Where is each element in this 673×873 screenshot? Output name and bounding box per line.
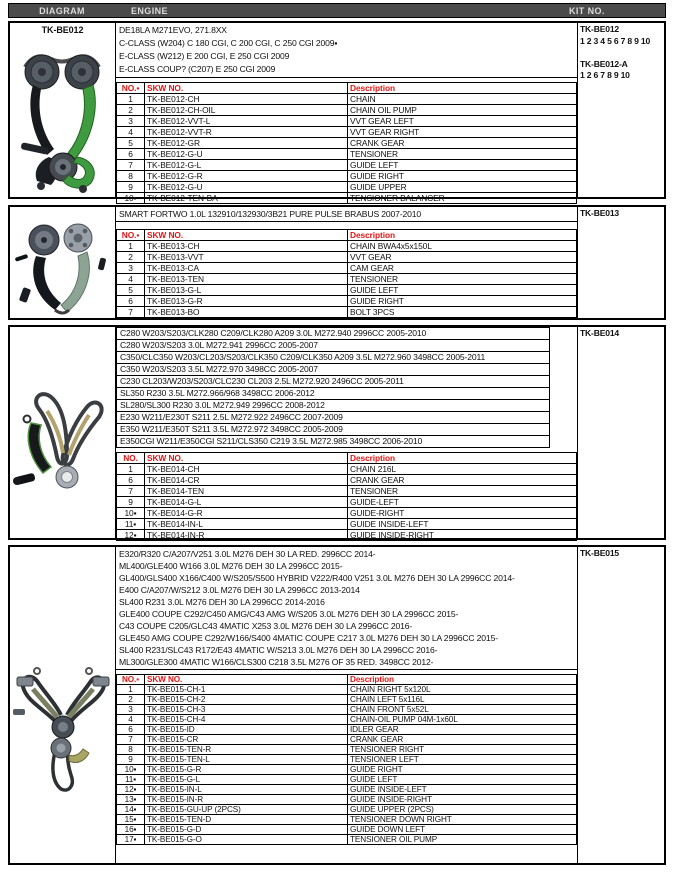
- parts-table-row: [117, 795, 577, 805]
- engine-line: C-CLASS (W204) C 180 CGI, C 200 CGI, C 250 CGI 2009▪: [119, 38, 338, 48]
- kit-number-line: 1 2 3 4 5 6 7 8 9 10: [580, 35, 651, 46]
- part-desc-cell: TENSIONER: [348, 486, 577, 497]
- part-sku-cell: TK-BE013-G-R: [145, 296, 348, 307]
- parts-table-row: [117, 252, 577, 263]
- parts-table-row: [117, 193, 577, 204]
- catalog-section-tk-be014: [8, 325, 666, 540]
- parts-table-row: [117, 285, 577, 296]
- part-no-cell: 10▪: [117, 765, 145, 775]
- part-no-cell: 13▪: [117, 795, 145, 805]
- parts-header-skw-no: SKW NO.: [145, 230, 348, 241]
- part-sku-cell: TK-BE013-BO: [145, 307, 348, 318]
- engine-lines: [116, 547, 577, 670]
- part-sku-cell: TK-BE015-CR: [145, 735, 348, 745]
- engine-line: DE18LA M271EVO, 271.8XX: [119, 25, 227, 35]
- parts-table-body: [117, 241, 577, 318]
- catalog-sheet: [0, 3, 673, 873]
- parts-table-row: [117, 241, 577, 252]
- part-no-cell: 4: [117, 715, 145, 725]
- engine-line: E-CLASS COUP? (C207) E 250 CGI 2009: [119, 64, 276, 74]
- engine-line: GLE450 AMG COUPE C292/W166/S400 4MATIC COUPE C217 3.0L M276 DEH 30 LA 2996CC 2015-: [119, 633, 498, 643]
- part-no-cell: 11▪: [117, 519, 145, 530]
- part-no-cell: 6: [117, 475, 145, 486]
- parts-table-body: [117, 464, 577, 541]
- part-sku-cell: TK-BE015-G-O: [145, 835, 348, 845]
- part-sku-cell: TK-BE014-TEN: [145, 486, 348, 497]
- engine-line: SL400 R231/SLC43 R172/E43 4MATIC W/S213 3.0L M276 DEH 30 LA 2996CC 2016-: [119, 645, 438, 655]
- part-sku-cell: TK-BE015-IN-L: [145, 785, 348, 795]
- part-desc-cell: CHAIN-OIL PUMP 04M-1x60L: [348, 715, 577, 725]
- part-no-cell: 12▪: [117, 785, 145, 795]
- engine-cell: [116, 547, 577, 863]
- engine-line: SMART FORTWO 1.0L 132910/132930/3B21 PURE PULSE BRABUS 2007-2010: [119, 209, 422, 219]
- part-sku-cell: TK-BE014-G-R: [145, 508, 348, 519]
- parts-table-body: [117, 685, 577, 845]
- parts-table-row: [117, 497, 577, 508]
- engine-line: GL400/GLS400 X166/C400 W/S205/S500 HYBRID V222/R400 V251 3.0L M276 DEH 30 LA 2996CC 2014-: [119, 573, 515, 583]
- part-no-cell: 8: [117, 171, 145, 182]
- parts-table-row: [117, 475, 577, 486]
- part-no-cell: 3: [117, 263, 145, 274]
- part-sku-cell: TK-BE012-TEN-BA: [145, 193, 348, 204]
- catalog-section-tk-be013: [8, 205, 666, 320]
- parts-table-row: [117, 805, 577, 815]
- part-desc-cell: CHAIN BWA4x5x150L: [348, 241, 577, 252]
- parts-table-row: [117, 825, 577, 835]
- part-sku-cell: TK-BE012-G-R: [145, 171, 348, 182]
- part-desc-cell: GUIDE UPPER (2PCS): [348, 805, 577, 815]
- part-sku-cell: TK-BE015-TEN-D: [145, 815, 348, 825]
- kit-cell: [577, 207, 664, 318]
- part-no-cell: 7: [117, 735, 145, 745]
- part-sku-cell: TK-BE015-IN-R: [145, 795, 348, 805]
- col-header-diagram: DIAGRAM: [39, 5, 85, 16]
- part-no-cell: 9: [117, 755, 145, 765]
- part-desc-cell: CHAIN 216L: [348, 464, 577, 475]
- part-desc-cell: TENSIONER DOWN RIGHT: [348, 815, 577, 825]
- part-desc-cell: BOLT 3PCS: [348, 307, 577, 318]
- part-desc-cell: CRANK GEAR: [348, 475, 577, 486]
- part-sku-cell: TK-BE015-TEN-L: [145, 755, 348, 765]
- part-no-cell: 10▪: [117, 193, 145, 204]
- parts-header-no: NO.▪: [117, 675, 145, 685]
- part-desc-cell: GUIDE LEFT: [348, 775, 577, 785]
- parts-table-row: [117, 835, 577, 845]
- parts-table: [116, 674, 577, 845]
- part-desc-cell: TENSIONER: [348, 149, 577, 160]
- part-sku-cell: TK-BE012-CH-OIL: [145, 105, 348, 116]
- part-desc-cell: CHAIN LEFT 5x116L: [348, 695, 577, 705]
- parts-table-head: [117, 453, 577, 464]
- parts-table-row: [117, 695, 577, 705]
- kit-cell: [577, 23, 664, 197]
- part-desc-cell: TENSIONER OIL PUMP: [348, 835, 577, 845]
- part-sku-cell: TK-BE015-G-L: [145, 775, 348, 785]
- parts-table-head: [117, 230, 577, 241]
- parts-table-row: [117, 519, 577, 530]
- kit-cell: [577, 547, 664, 863]
- parts-header-description: Description: [348, 230, 577, 241]
- part-no-cell: 6: [117, 296, 145, 307]
- part-no-cell: 1: [117, 685, 145, 695]
- parts-table-row: [117, 263, 577, 274]
- timing-chain-kit-photo: [11, 371, 115, 521]
- part-sku-cell: TK-BE012-G-U: [145, 149, 348, 160]
- engine-line: C280 W203/S203/CLK280 C209/CLK280 A209 3.0L M272.940 2996CC 2005-2010: [116, 327, 550, 340]
- parts-table-row: [117, 725, 577, 735]
- kit-number-line: 1 2 6 7 8 9 10: [580, 70, 630, 80]
- parts-header-description: Description: [348, 83, 577, 94]
- parts-table-row: [117, 105, 577, 116]
- part-sku-cell: TK-BE014-G-L: [145, 497, 348, 508]
- part-desc-cell: TENSIONER RIGHT: [348, 745, 577, 755]
- parts-table-row: [117, 745, 577, 755]
- timing-chain-kit-photo: [11, 39, 115, 197]
- part-no-cell: 1: [117, 464, 145, 475]
- part-desc-cell: VVT GEAR RIGHT: [348, 127, 577, 138]
- part-no-cell: 2: [117, 105, 145, 116]
- parts-table-row: [117, 775, 577, 785]
- part-sku-cell: TK-BE014-CR: [145, 475, 348, 486]
- part-desc-cell: GUIDE LEFT: [348, 160, 577, 171]
- part-desc-cell: CHAIN RIGHT 5x120L: [348, 685, 577, 695]
- part-desc-cell: CRANK GEAR: [348, 735, 577, 745]
- parts-header-skw-no: SKW NO.: [145, 83, 348, 94]
- col-header-kit-no: KIT NO.: [569, 5, 605, 16]
- parts-table-row: [117, 138, 577, 149]
- diagram-cell: [10, 327, 116, 538]
- engine-line: C43 COUPE C205/GLC43 4MATIC X253 3.0L M276 DEH 30 LA 2996CC 2016-: [119, 621, 413, 631]
- part-no-cell: 1: [117, 241, 145, 252]
- engine-cell: [116, 207, 577, 318]
- engine-line: C280 W203/S203 3.0L M272.941 2996CC 2005-2007: [116, 339, 550, 352]
- parts-table-row: [117, 715, 577, 725]
- parts-table-row: [117, 182, 577, 193]
- parts-table-row: [117, 296, 577, 307]
- part-sku-cell: TK-BE014-IN-R: [145, 530, 348, 541]
- part-desc-cell: TENSIONER BALANCER: [348, 193, 577, 204]
- part-sku-cell: TK-BE012-CH: [145, 94, 348, 105]
- part-desc-cell: VVT GEAR: [348, 252, 577, 263]
- engine-line: ML400/GLE400 W166 3.0L M276 DEH 30 LA 2996CC 2015-: [119, 561, 343, 571]
- part-desc-cell: VVT GEAR LEFT: [348, 116, 577, 127]
- parts-header-description: Description: [348, 675, 577, 685]
- parts-table-row: [117, 149, 577, 160]
- engine-line: SL350 R230 3.5L M272.966/968 3498CC 2006-2012: [116, 387, 550, 400]
- part-sku-cell: TK-BE013-TEN: [145, 274, 348, 285]
- diagram-cell: [10, 207, 116, 318]
- kit-number-line: TK-BE012: [580, 24, 619, 34]
- parts-table-row: [117, 464, 577, 475]
- part-desc-cell: IDLER GEAR: [348, 725, 577, 735]
- part-no-cell: 16▪: [117, 825, 145, 835]
- parts-table-row: [117, 785, 577, 795]
- diagram-cell: [10, 23, 116, 197]
- part-no-cell: 3: [117, 116, 145, 127]
- part-no-cell: 6: [117, 149, 145, 160]
- parts-table: [116, 452, 577, 541]
- kit-number-line: TK-BE015: [580, 548, 619, 558]
- part-sku-cell: TK-BE015-CH-4: [145, 715, 348, 725]
- part-no-cell: 9: [117, 497, 145, 508]
- part-no-cell: 10▪: [117, 508, 145, 519]
- parts-table-row: [117, 685, 577, 695]
- engine-line: GLE400 COUPE C292/C450 AMG/C43 AMG W/S205 3.0L M276 DEH 30 LA 2996CC 2015-: [119, 609, 459, 619]
- parts-table-row: [117, 160, 577, 171]
- parts-table-row: [117, 755, 577, 765]
- part-sku-cell: TK-BE014-IN-L: [145, 519, 348, 530]
- engine-line: E400 C/A207/W/S212 3.0L M276 DEH 30 LA 2996CC 2013-2014: [119, 585, 360, 595]
- part-no-cell: 11▪: [117, 775, 145, 785]
- part-desc-cell: GUIDE-LEFT: [348, 497, 577, 508]
- part-no-cell: 7: [117, 307, 145, 318]
- part-no-cell: 4: [117, 127, 145, 138]
- part-desc-cell: GUIDE INSIDE-RIGHT: [348, 530, 577, 541]
- parts-table-row: [117, 530, 577, 541]
- part-sku-cell: TK-BE015-ID: [145, 725, 348, 735]
- part-no-cell: 6: [117, 725, 145, 735]
- engine-line: E-CLASS (W212) E 200 CGI, E 250 CGI 2009: [119, 51, 290, 61]
- part-no-cell: 15▪: [117, 815, 145, 825]
- part-no-cell: 12▪: [117, 530, 145, 541]
- engine-line: E230 W211/E230T S211 2.5L M272.922 2496CC 2007-2009: [116, 411, 550, 424]
- parts-table-row: [117, 127, 577, 138]
- parts-table-row: [117, 116, 577, 127]
- part-no-cell: 14▪: [117, 805, 145, 815]
- parts-table: [116, 229, 577, 318]
- engine-line: E320/R320 C/A207/V251 3.0L M276 DEH 30 LA RED. 2996CC 2014-: [119, 549, 376, 559]
- engine-line: C350 W203/S203 3.5L M272.970 3498CC 2005-2007: [116, 363, 550, 376]
- parts-table-head: [117, 83, 577, 94]
- part-desc-cell: CHAIN FRONT 5x52L: [348, 705, 577, 715]
- part-desc-cell: GUIDE DOWN LEFT: [348, 825, 577, 835]
- part-no-cell: 9: [117, 182, 145, 193]
- part-no-cell: 8: [117, 745, 145, 755]
- part-sku-cell: TK-BE014-CH: [145, 464, 348, 475]
- parts-header-no: NO.▪: [117, 83, 145, 94]
- part-no-cell: 7: [117, 486, 145, 497]
- part-desc-cell: GUIDE-RIGHT: [348, 508, 577, 519]
- part-desc-cell: GUIDE INSIDE-RIGHT: [348, 795, 577, 805]
- part-sku-cell: TK-BE013-CA: [145, 263, 348, 274]
- part-desc-cell: GUIDE LEFT: [348, 285, 577, 296]
- part-no-cell: 2: [117, 695, 145, 705]
- spacer: [116, 222, 577, 229]
- parts-header-no: NO.: [117, 453, 145, 464]
- parts-table-row: [117, 486, 577, 497]
- part-sku-cell: TK-BE015-G-D: [145, 825, 348, 835]
- kit-number-line: TK-BE013: [580, 208, 619, 218]
- part-no-cell: 2: [117, 252, 145, 263]
- engine-cell: [116, 327, 577, 538]
- part-desc-cell: TENSIONER LEFT: [348, 755, 577, 765]
- part-sku-cell: TK-BE012-GR: [145, 138, 348, 149]
- parts-header-skw-no: SKW NO.: [145, 453, 348, 464]
- parts-table-row: [117, 735, 577, 745]
- part-no-cell: 5: [117, 285, 145, 296]
- engine-lines: [116, 327, 577, 448]
- diagram-cell: [10, 547, 116, 863]
- part-sku-cell: TK-BE015-G-R: [145, 765, 348, 775]
- part-desc-cell: GUIDE RIGHT: [348, 171, 577, 182]
- parts-table-row: [117, 765, 577, 775]
- engine-lines: [116, 207, 577, 222]
- part-sku-cell: TK-BE013-VVT: [145, 252, 348, 263]
- part-desc-cell: CAM GEAR: [348, 263, 577, 274]
- part-desc-cell: GUIDE UPPER: [348, 182, 577, 193]
- part-sku-cell: TK-BE013-CH: [145, 241, 348, 252]
- engine-lines: [116, 23, 577, 78]
- engine-line: ML300/GLE300 4MATIC W166/CLS300 C218 3.5L M276 OF 35 RED. 3498CC 2012-: [119, 657, 434, 667]
- part-desc-cell: CHAIN OIL PUMP: [348, 105, 577, 116]
- kit-number-line: TK-BE012-A: [580, 58, 628, 69]
- kit-cell: [577, 327, 664, 538]
- column-header-bar: [8, 3, 666, 18]
- kit-number-line: [580, 47, 662, 59]
- catalog-section-tk-be015: [8, 545, 666, 865]
- part-sku-cell: TK-BE012-VVT-R: [145, 127, 348, 138]
- parts-table-row: [117, 274, 577, 285]
- part-sku-cell: TK-BE015-GU-UP (2PCS): [145, 805, 348, 815]
- engine-line: SL400 R231 3.0L M276 DEH 30 LA 2996CC 2014-2016: [119, 597, 325, 607]
- engine-cell: [116, 23, 577, 203]
- catalog-section-tk-be012: [8, 21, 666, 203]
- col-header-engine: ENGINE: [131, 5, 168, 16]
- part-desc-cell: CHAIN: [348, 94, 577, 105]
- part-no-cell: 7: [117, 160, 145, 171]
- timing-chain-kit-photo: [11, 218, 115, 318]
- parts-table-row: [117, 508, 577, 519]
- part-no-cell: 4: [117, 274, 145, 285]
- engine-line: C230 CL203/W203/S203/CLC230 CL203 2.5L M272.920 2496CC 2005-2011: [116, 375, 550, 388]
- part-sku-cell: TK-BE015-CH-1: [145, 685, 348, 695]
- part-no-cell: 17▪: [117, 835, 145, 845]
- part-sku-cell: TK-BE012-VVT-L: [145, 116, 348, 127]
- part-desc-cell: GUIDE INSIDE-LEFT: [348, 519, 577, 530]
- parts-table: [116, 82, 577, 204]
- parts-header-description: Description: [348, 453, 577, 464]
- part-sku-cell: TK-BE013-G-L: [145, 285, 348, 296]
- parts-header-no: NO.▪: [117, 230, 145, 241]
- engine-line: SL280/SL300 R230 3.0L M272.949 2996CC 2008-2012: [116, 399, 550, 412]
- engine-line: E350CGI W211/E350CGI S211/CLS350 C219 3.5L M272.985 3498CC 2006-2010: [116, 435, 550, 448]
- part-desc-cell: GUIDE INSIDE-LEFT: [348, 785, 577, 795]
- part-desc-cell: CRANK GEAR: [348, 138, 577, 149]
- parts-table-row: [117, 171, 577, 182]
- parts-table-head: [117, 675, 577, 685]
- engine-line: E350 W211/E350T S211 3.5L M272.972 3498CC 2005-2009: [116, 423, 550, 436]
- part-no-cell: 1: [117, 94, 145, 105]
- kit-number-line: TK-BE014: [580, 328, 619, 338]
- part-desc-cell: TENSIONER: [348, 274, 577, 285]
- part-desc-cell: GUIDE RIGHT: [348, 765, 577, 775]
- parts-table-row: [117, 94, 577, 105]
- part-sku-cell: TK-BE012-G-U: [145, 182, 348, 193]
- parts-table-body: [117, 94, 577, 204]
- engine-line: C350/CLC350 W203/CL203/S203/CLK350 C209/CLK350 A209 3.5L M272.960 3498CC 2005-2011: [116, 351, 550, 364]
- parts-table-row: [117, 815, 577, 825]
- diagram-label: TK-BE012: [41, 25, 84, 35]
- part-sku-cell: TK-BE012-G-L: [145, 160, 348, 171]
- part-no-cell: 5: [117, 138, 145, 149]
- part-no-cell: 3: [117, 705, 145, 715]
- part-sku-cell: TK-BE015-CH-2: [145, 695, 348, 705]
- part-desc-cell: GUIDE RIGHT: [348, 296, 577, 307]
- part-sku-cell: TK-BE015-CH-3: [145, 705, 348, 715]
- part-sku-cell: TK-BE015-TEN-R: [145, 745, 348, 755]
- parts-table-row: [117, 705, 577, 715]
- timing-chain-kit-photo: [11, 649, 115, 819]
- parts-table-row: [117, 307, 577, 318]
- parts-header-skw-no: SKW NO.: [145, 675, 348, 685]
